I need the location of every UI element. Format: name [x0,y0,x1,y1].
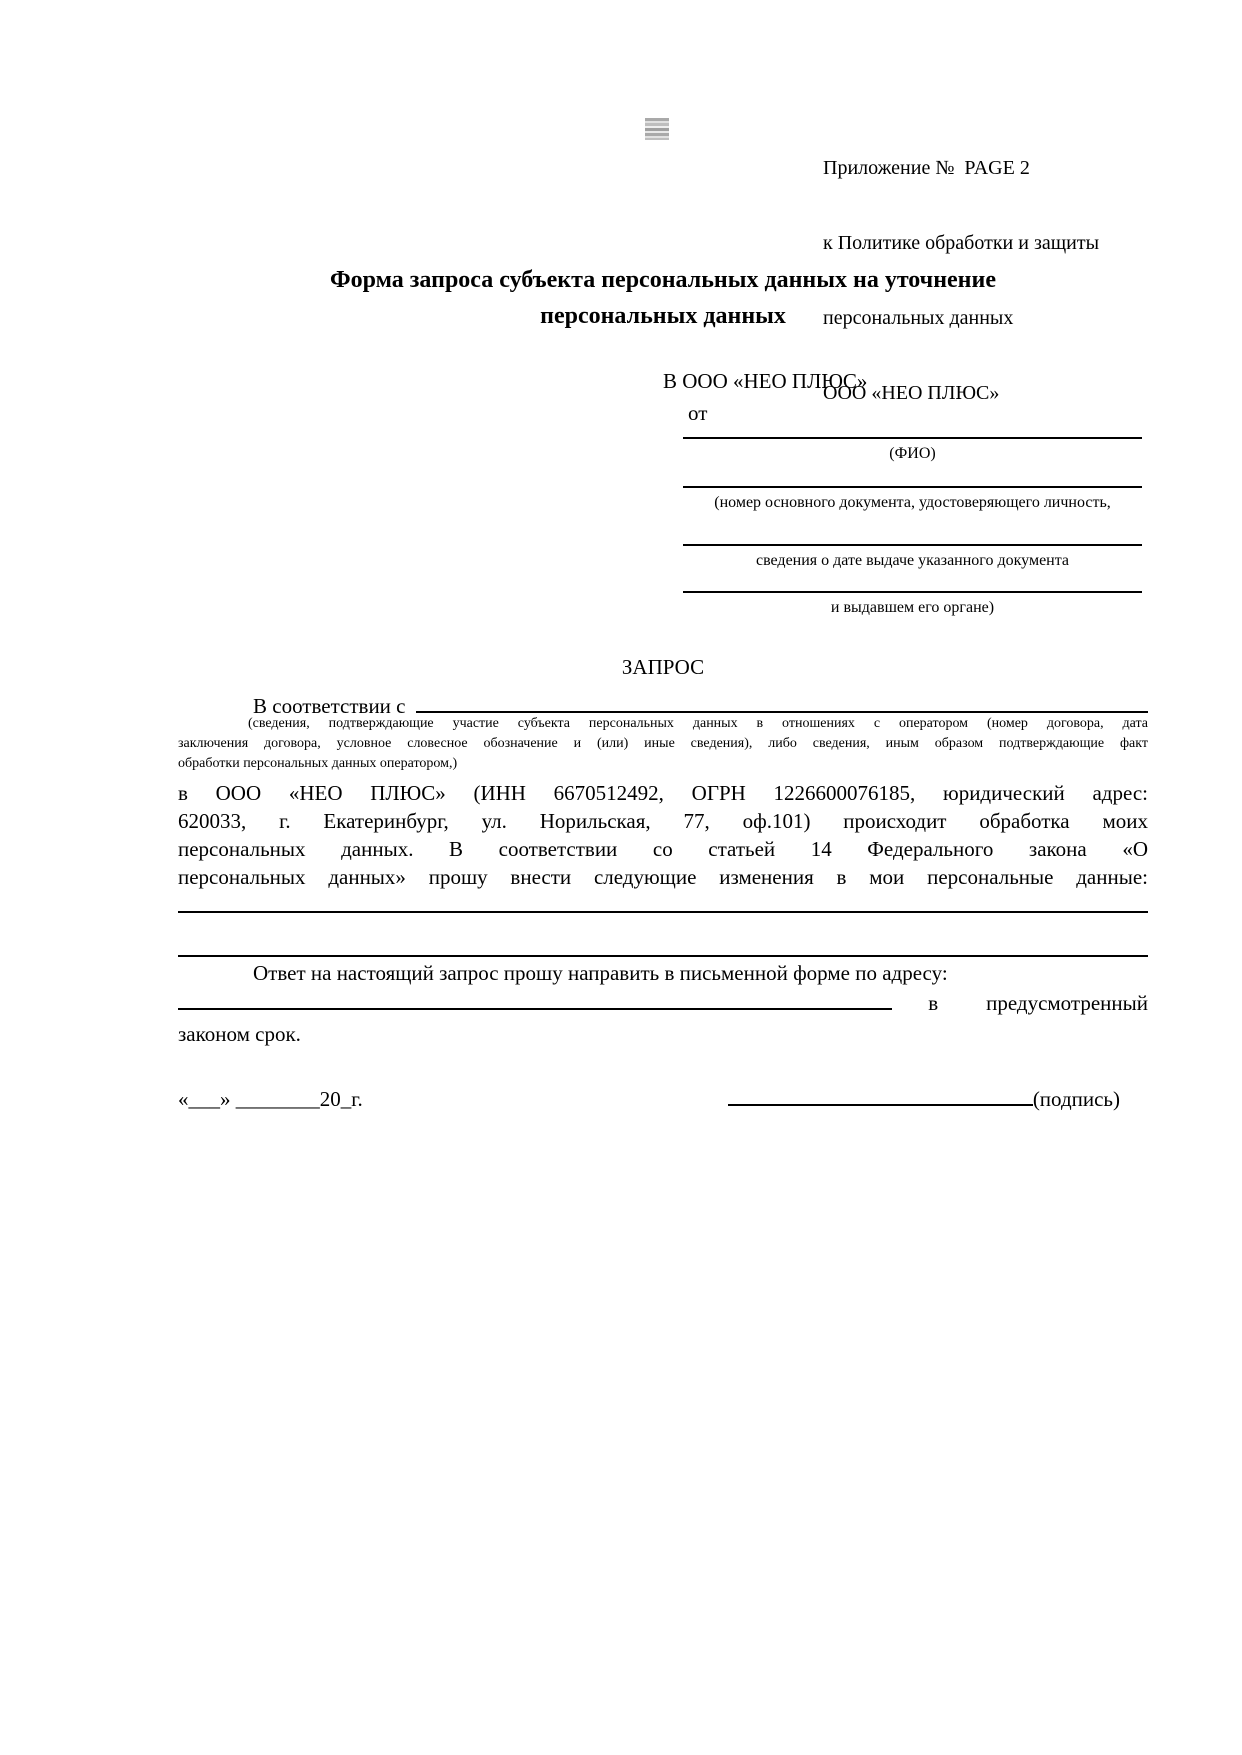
appendix-header-line2: к Политике обработки и защиты [823,232,1100,254]
body-line3: персональных данных. В соответствии со статьей 14 Федерального закона «О [178,837,1148,861]
fine-print-note [178,714,1148,774]
date-signature-row [178,1082,1148,1112]
body-line2: 620033, г. Екатеринбург, ул. Норильская, 77, оф.101) происходит обработка моих [178,809,1148,833]
appendix-header-line4: ООО «НЕО ПЛЮС» [823,382,1000,404]
appendix-header-line3: персональных данных [823,307,1014,329]
document-number-fill-field[interactable] [683,486,1142,512]
request-body-paragraph [178,779,1148,891]
addressee-from-label: от [688,401,708,425]
intro-prefix: В соответствии с [253,694,406,718]
document-number-field-caption: (номер основного документа, удостоверяющего личность, [714,494,1111,511]
fine-print-line3: обработки персональных данных оператором,) [178,756,458,771]
address-fill-line[interactable] [178,986,892,1010]
changes-fill-line-1[interactable] [178,911,1148,913]
fio-field-caption: (ФИО) [889,445,936,462]
changes-fill-line-2[interactable] [178,955,1148,957]
addressee-to: В ООО «НЕО ПЛЮС» [663,369,868,393]
issuing-authority-fill-field[interactable] [683,591,1142,617]
body-line4: персональных данных» прошу внести следующие изменения в мои персональные данные: [178,865,1148,889]
signature-fill-line[interactable] [728,1082,1033,1106]
fine-print-line2: заключения договора, условное словесное обозначение и (или) иные сведения), либо сведения, иным образом подтверждающие факт [178,736,1148,751]
form-title-line1: Форма запроса субъекта персональных данных на уточнение [330,267,996,293]
reply-term-line: законом срок. [178,1022,301,1046]
form-title-line2: персональных данных [540,303,786,329]
body-line1: в ООО «НЕО ПЛЮС» (ИНН 6670512492, ОГРН 1226600076185, юридический адрес: [178,781,1148,805]
reply-request-line: Ответ на настоящий запрос прошу направить в письменной форме по адресу: [253,961,948,985]
issue-date-field-caption: сведения о дате выдаче указанного документа [755,552,1070,569]
embedded-object-artifact-icon [645,118,669,140]
date-fill-blank[interactable]: «___» ________20_г. [178,1087,363,1111]
reply-address-row [178,986,1148,1016]
signature-caption: (подпись) [1032,1087,1120,1111]
fine-print-line1: (сведения, подтверждающие участие субъекта персональных данных в отношениях с оператором (номер договора, дата [248,716,1148,731]
form-title [178,262,1148,334]
appendix-header-line1: Приложение № PAGE 2 [823,157,1030,179]
fio-fill-field[interactable] [683,437,1142,463]
reply-word-term: предусмотренный [986,991,1148,1015]
issue-date-fill-field[interactable] [683,544,1142,570]
reply-word-v: в [928,991,939,1015]
request-heading: ЗАПРОС [621,655,705,679]
issuing-authority-field-caption: и выдавшем его органе) [830,599,995,616]
basis-fill-line[interactable] [416,689,1149,713]
